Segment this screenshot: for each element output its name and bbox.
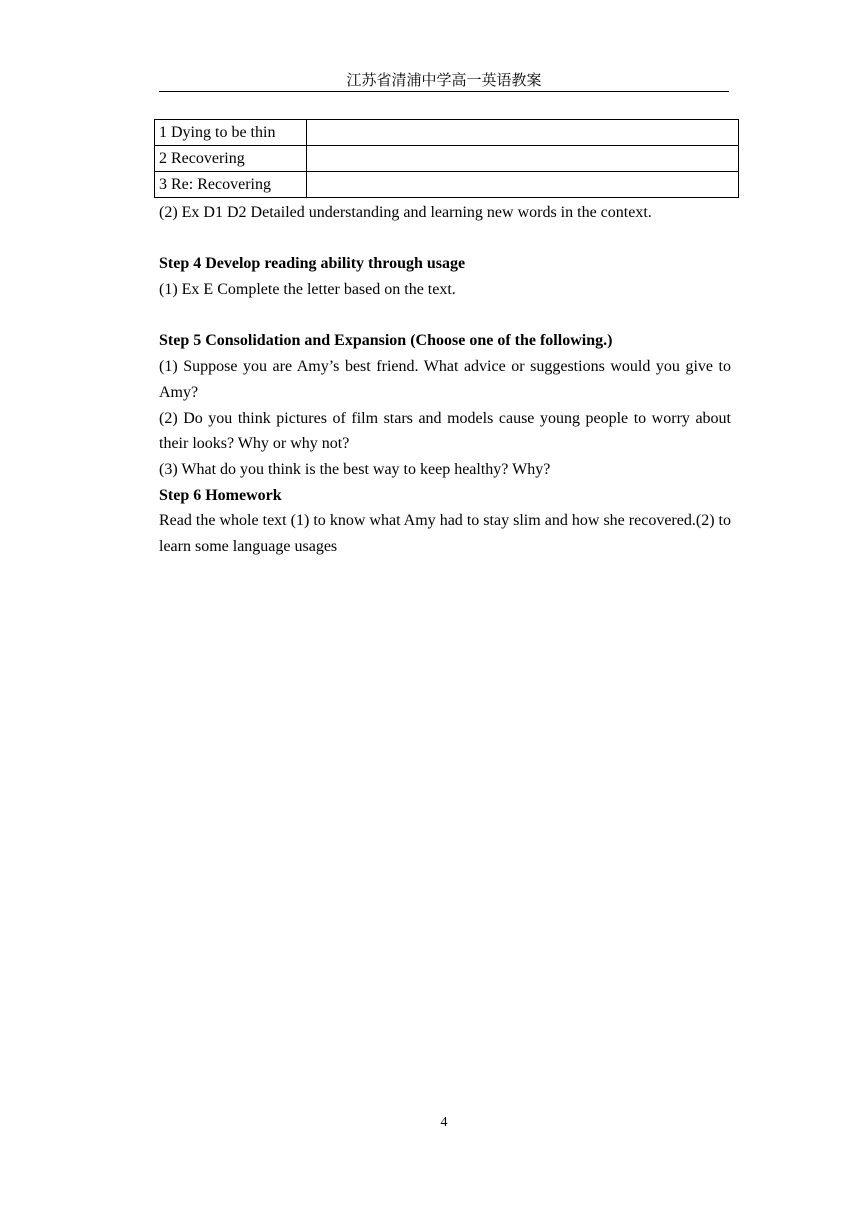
- text-table: [154, 119, 739, 198]
- step6-text: Read the whole text (1) to know what Amy had to stay slim and how she recovered.(2) to learn some language usages: [159, 512, 731, 556]
- step4-heading: Step 4 Develop reading ability through usage: [159, 255, 466, 273]
- lesson-content: [159, 200, 731, 560]
- table-row: [155, 120, 739, 146]
- table-cell-value: [307, 146, 739, 172]
- step5-item: (3) What do you think is the best way to keep healthy? Why?: [159, 461, 551, 478]
- step5-item: (2) Do you think pictures of film stars and models cause young people to worry about their looks? Why or why not?: [159, 409, 731, 453]
- step5-heading: Step 5 Consolidation and Expansion (Choose one of the following.): [159, 332, 613, 350]
- table-row: [155, 172, 739, 198]
- page-number: 4: [440, 1115, 448, 1130]
- step5-item: (1) Suppose you are Amy’s best friend. What advice or suggestions would you give to Amy?: [159, 358, 731, 401]
- table-cell-label: 2 Recovering: [155, 146, 307, 172]
- page-header: 江苏省清浦中学高一英语教案: [346, 71, 542, 89]
- table-cell-value: [307, 120, 739, 146]
- header-rule: [159, 91, 729, 92]
- table-cell-label: 3 Re: Recovering: [155, 172, 307, 198]
- table-cell-value: [307, 172, 739, 198]
- table-row: [155, 146, 739, 172]
- step4-item: (1) Ex E Complete the letter based on the text.: [159, 281, 456, 299]
- step6-heading: Step 6 Homework: [159, 486, 282, 504]
- exercise-d1d2-line: (2) Ex D1 D2 Detailed understanding and learning new words in the context.: [159, 204, 652, 221]
- table-cell-label: 1 Dying to be thin: [155, 120, 307, 146]
